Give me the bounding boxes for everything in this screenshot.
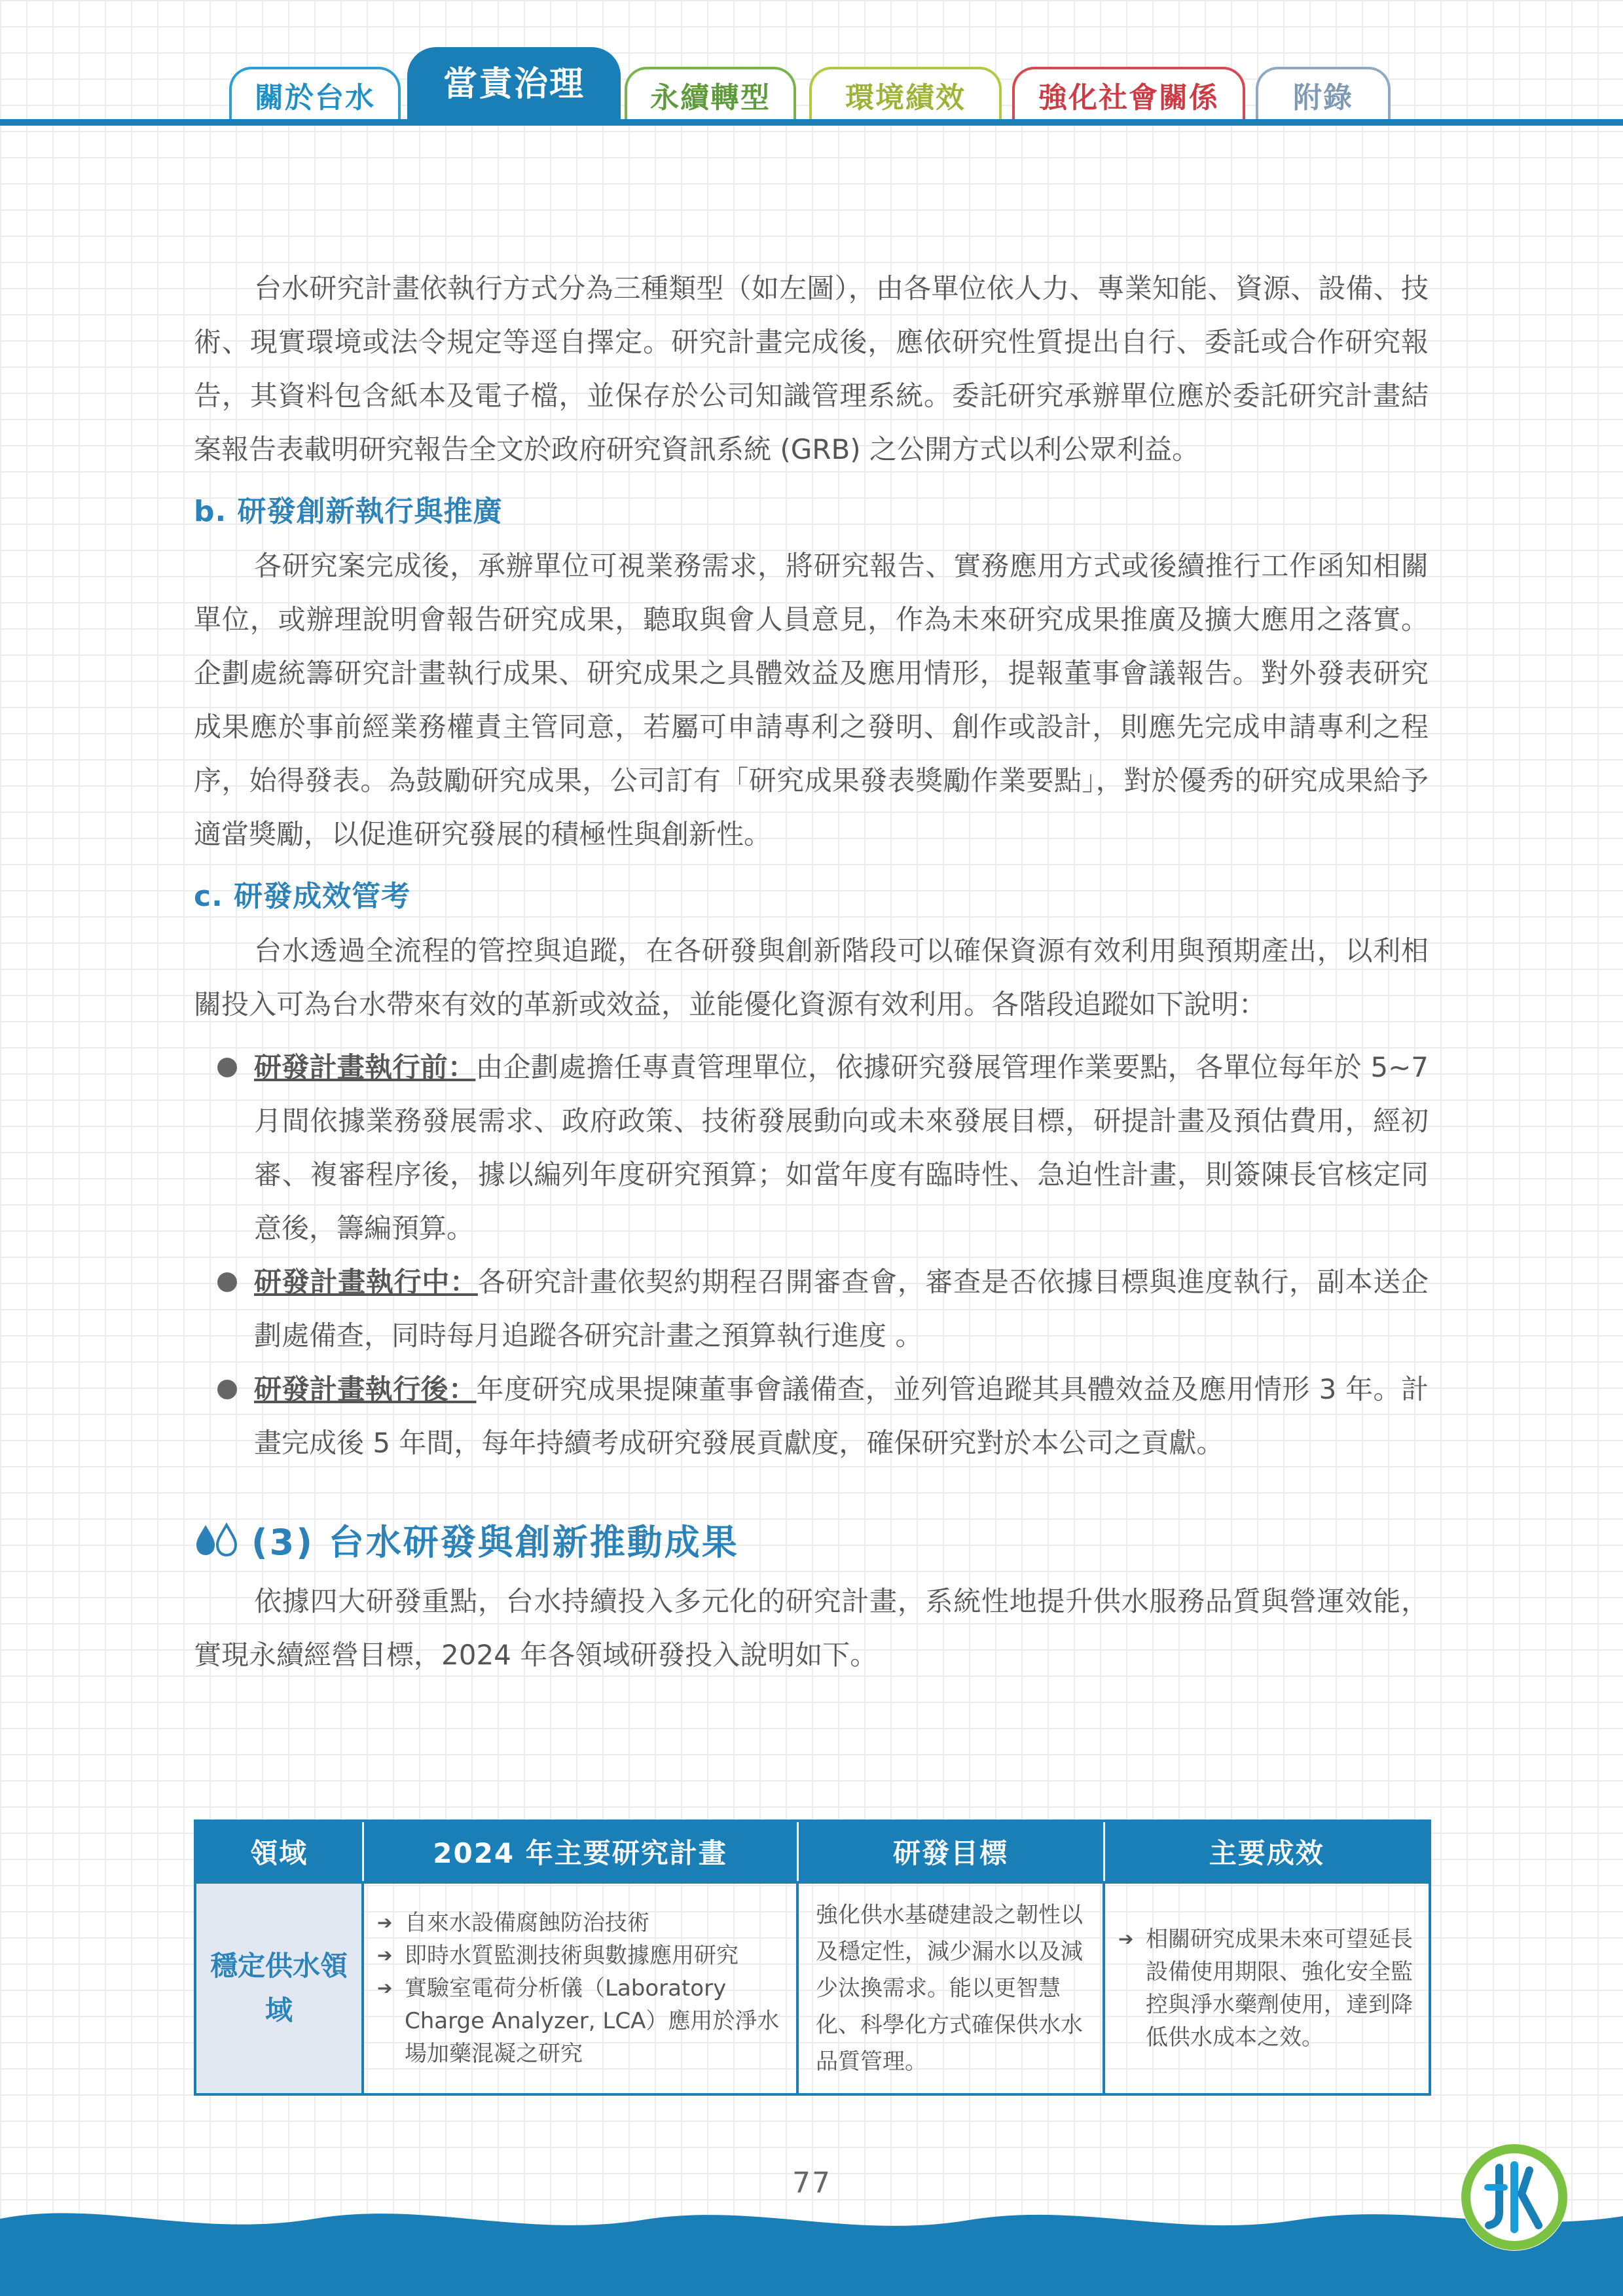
project-item: ➔ 實驗室電荷分析儀（Laboratory Charge Analyzer, LCA）應用於淨水場加藥混凝之研究: [377, 1972, 783, 2070]
table-header-domain: 領域: [195, 1821, 363, 1882]
section-3-heading-text: (3) 台水研發與創新推動成果: [251, 1521, 739, 1563]
tracking-stage-list: [194, 1041, 1429, 1470]
bullet-dot-icon: [217, 1380, 237, 1399]
main-content: [194, 262, 1429, 1682]
bullet-dot-icon: [217, 1058, 237, 1077]
table-row: [195, 1882, 1430, 2094]
table-header-goal: 研發目標: [797, 1821, 1104, 1882]
domain-cell: 穩定供水領域: [195, 1882, 363, 2094]
water-drops-icon: [194, 1521, 241, 1558]
taiwan-water-logo-icon: [1459, 2142, 1570, 2253]
section-c-paragraph: 台水透過全流程的管控與追蹤，在各研發與創新階段可以確保資源有效利用與預期產出，以利相關投入可為台水帶來有效的革新或效益，並能優化資源有效利用。各階段追蹤如下說明：: [194, 935, 1429, 1020]
section-b-paragraph: 各研究案完成後，承辦單位可視業務需求，將研究報告、實務應用方式或後續推行工作函知相關單位，或辦理說明會報告研究成果，聽取與會人員意見，作為未來研究成果推廣及擴大應用之落實。企劃處統籌研究計畫執行成果、研究成果之具體效益及應用情形，提報董事會議報告。對外發表研究成果應於事前經業務權責主管同意，若屬可申請專利之發明、創作或設計，則應先完成申請專利之程序，始得發表。為鼓勵研究成果，公司訂有「研究成果發表獎勵作業要點」，對於優秀的研究成果給予適當獎勵，以促進研究發展的積極性與創新性。: [194, 550, 1429, 850]
list-item-after-execution: [194, 1363, 1429, 1470]
bullet-text: 各研究計畫依契約期程召開審查會，審查是否依據目標與進度執行，副本送企劃處備查，同時每月追蹤各研究計畫之預算執行進度 。: [254, 1266, 1429, 1352]
list-item-during-execution: [194, 1255, 1429, 1363]
intro-paragraph: 台水研究計畫依執行方式分為三種類型（如左圖），由各單位依人力、專業知能、資源、設備、技術、現實環境或法令規定等逕自擇定。研究計畫完成後，應依研究性質提出自行、委託或合作研究報告，其資料包含紙本及電子檔，並保存於公司知識管理系統。委託研究承辦單位應於委託研究計畫結案報告表載明研究報告全文於政府研究資訊系統 (GRB) 之公開方式以利公眾利益。: [194, 272, 1429, 465]
table-header-row: [195, 1821, 1430, 1882]
section-3-paragraph: 依據四大研發重點，台水持續投入多元化的研究計畫，系統性地提升供水服務品質與營運效能，實現永續經營目標，2024 年各領域研發投入說明如下。: [194, 1585, 1429, 1671]
section-tab-bar: [0, 0, 1623, 131]
outcome-item: ➔ 相關研究成果未來可望延長設備使用期限、強化安全監控與淨水藥劑使用，達到降低供水成本之效。: [1118, 1923, 1415, 2054]
page-number: 77: [792, 2166, 831, 2200]
tab-social-relations[interactable]: 強化社會關係: [1012, 67, 1245, 120]
rd-investment-table: [194, 1820, 1431, 2096]
section-3-heading: [194, 1513, 1429, 1566]
tab-sustainable-transformation[interactable]: 永續轉型: [625, 67, 796, 120]
outcomes-cell: [1104, 1882, 1430, 2094]
project-item: ➔ 即時水質監測技術與數據應用研究: [377, 1939, 783, 1972]
bullet-term: 研發計畫執行中：: [254, 1266, 478, 1298]
bullet-dot-icon: [217, 1272, 237, 1292]
tab-environmental-performance[interactable]: 環境績效: [809, 67, 1002, 120]
goal-cell: 強化供水基礎建設之韌性以及穩定性，減少漏水以及減少汰換需求。能以更智慧化、科學化方式確保供水水品質管理。: [797, 1882, 1104, 2094]
tab-underline-divider: [0, 119, 1623, 126]
table-header-outcomes: 主要成效: [1104, 1821, 1430, 1882]
tab-about[interactable]: 關於台水: [229, 67, 401, 120]
footer-wave-decoration: [0, 2193, 1623, 2296]
project-list: [377, 1907, 783, 2070]
section-b-heading: b. 研發創新執行與推廣: [194, 495, 503, 528]
bullet-term: 研發計畫執行後：: [254, 1373, 477, 1405]
section-c-heading: c. 研發成效管考: [194, 880, 411, 913]
projects-cell: [363, 1882, 797, 2094]
bullet-text: 年度研究成果提陳董事會議備查，並列管追蹤其具體效益及應用情形 3 年。計畫完成後 5 年間，每年持續考成研究發展貢獻度，確保研究對於本公司之貢獻。: [254, 1373, 1429, 1459]
project-item: ➔ 自來水設備腐蝕防治技術: [377, 1907, 783, 1939]
bullet-term: 研發計畫執行前：: [254, 1051, 476, 1083]
tab-governance-active[interactable]: 當責治理: [407, 47, 621, 126]
outcome-list: [1118, 1923, 1415, 2054]
tab-appendix[interactable]: 附錄: [1256, 67, 1391, 120]
bullet-text: 由企劃處擔任專責管理單位，依據研究發展管理作業要點，各單位每年於 5~7 月間依據業務發展需求、政府政策、技術發展動向或未來發展目標，研提計畫及預估費用，經初審、複審程序後，據以編列年度研究預算；如當年度有臨時性、急迫性計畫，則簽陳長官核定同意後，籌編預算。: [254, 1051, 1429, 1244]
table-header-projects: 2024 年主要研究計畫: [363, 1821, 797, 1882]
list-item-before-execution: [194, 1041, 1429, 1255]
